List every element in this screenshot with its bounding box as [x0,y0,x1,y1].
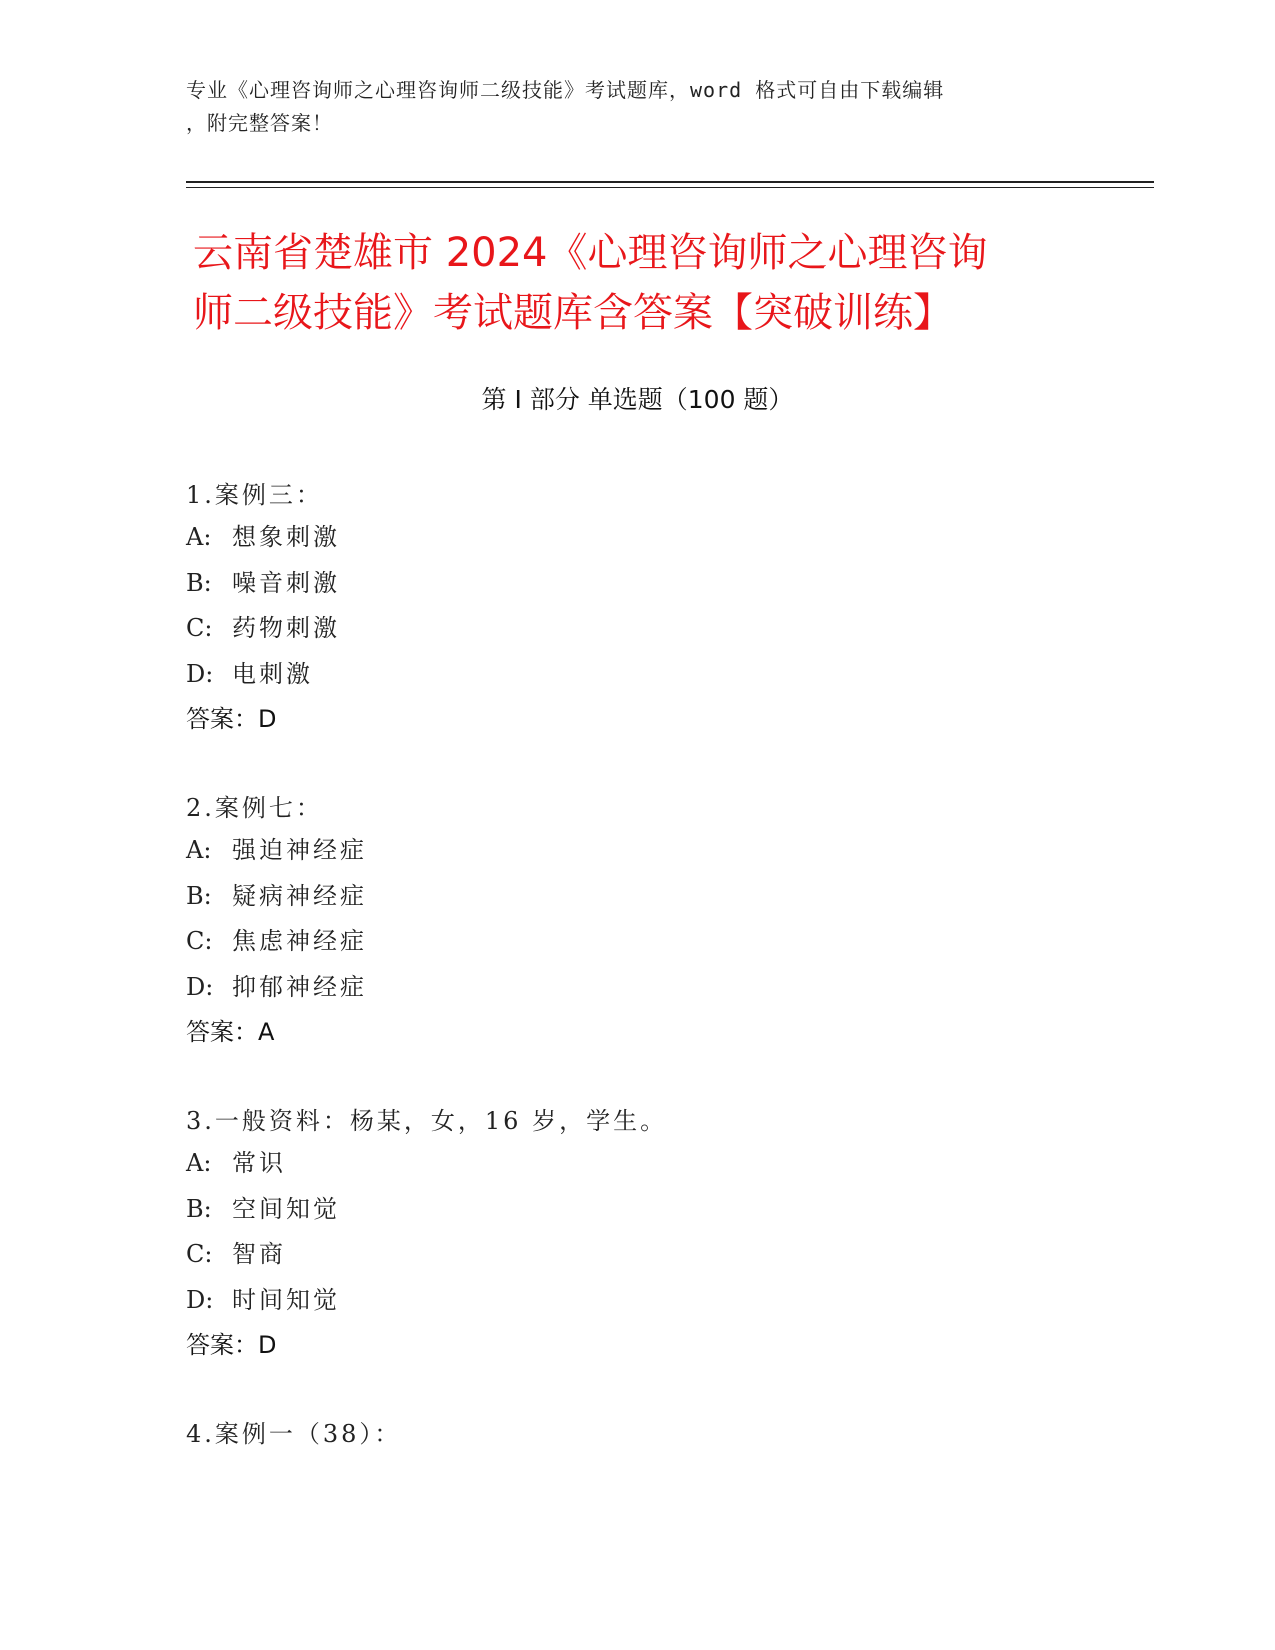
option-d [186,965,1086,1011]
option-label: A: [186,836,212,864]
option-label: C: [186,1240,213,1268]
option-label: B: [186,1194,212,1223]
option-label: B: [186,568,212,597]
option-a [186,828,1086,874]
option-a [186,1141,1086,1187]
question-item [186,788,1086,1055]
option-text: 强迫神经症 [232,836,367,864]
option-label: B: [186,881,212,910]
intro-line-2: ，附完整答案！ [186,111,333,135]
option-label: A: [186,1149,212,1177]
option-text: 疑病神经症 [232,881,367,910]
option-b [186,1187,1086,1233]
answer-line: 答案：D [186,705,277,733]
document-title [193,223,1093,343]
question-item [186,475,1086,742]
option-b [186,874,1086,920]
header-divider-thick [186,181,1154,183]
question-stem: 1.案例三： [186,481,323,509]
option-text: 智商 [232,1240,286,1268]
question-item [186,1101,1086,1368]
title-line-1: 云南省楚雄市 2024《心理咨询师之心理咨询 [193,230,988,276]
question-stem: 2.案例七： [186,794,323,822]
option-label: D: [186,1285,214,1314]
option-d [186,1278,1086,1324]
section-heading: 第 I 部分 单选题（100 题） [481,385,794,414]
option-c [186,606,1086,652]
title-line-2: 师二级技能》考试题库含答案【突破训练】 [193,290,953,336]
question-stem: 3.一般资料：杨某，女，16 岁，学生。 [186,1107,668,1135]
question-stem: 4.案例一（38）： [186,1420,402,1448]
option-label: C: [186,614,213,642]
option-label: D: [186,659,214,688]
option-text: 药物刺激 [232,614,340,642]
intro-text [186,74,1076,140]
intro-line-1: 专业《心理咨询师之心理咨询师二级技能》考试题库，word 格式可自由下载编辑 [186,78,945,102]
header-divider-thin [186,187,1154,188]
option-text: 时间知觉 [232,1285,340,1314]
option-label: D: [186,972,214,1001]
option-text: 常识 [232,1149,286,1177]
answer-line: 答案：D [186,1331,277,1359]
option-label: A: [186,523,212,551]
option-a [186,515,1086,561]
option-label: C: [186,927,213,955]
option-d [186,652,1086,698]
question-item [186,1414,1086,1454]
option-c [186,1232,1086,1278]
option-text: 电刺激 [232,659,313,688]
option-b [186,561,1086,607]
option-c [186,919,1086,965]
option-text: 空间知觉 [232,1194,340,1223]
answer-line: 答案：A [186,1018,275,1046]
option-text: 抑郁神经症 [232,972,367,1001]
option-text: 噪音刺激 [232,568,340,597]
question-list [186,475,1086,1500]
option-text: 想象刺激 [232,523,340,551]
option-text: 焦虑神经症 [232,927,367,955]
